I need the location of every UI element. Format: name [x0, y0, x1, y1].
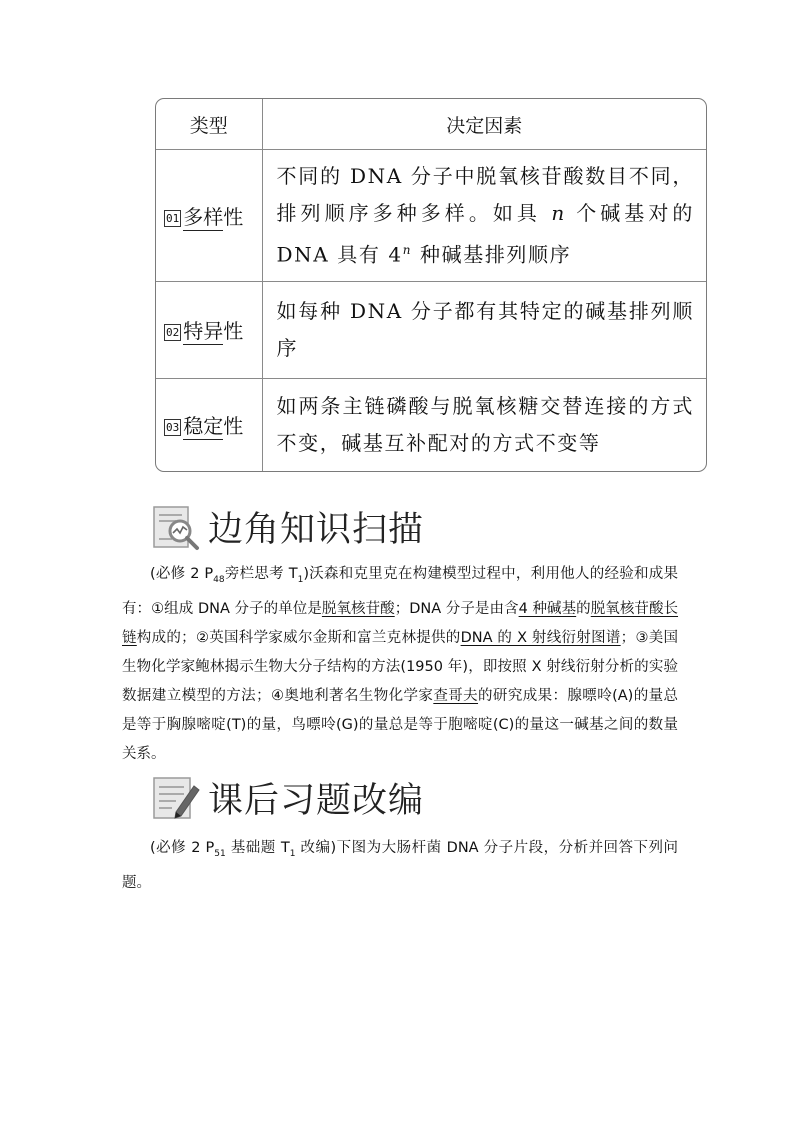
type-suffix: 性 — [223, 204, 244, 229]
answer-underline: 查哥夫 — [433, 687, 479, 704]
table-row — [156, 150, 706, 282]
answer-blank: 稳定 — [183, 410, 223, 440]
desc-cell: 如两条主链磷酸与脱氧核糖交替连接的方式不变，碱基互补配对的方式不变等 — [262, 379, 706, 472]
type-suffix: 性 — [223, 414, 244, 438]
type-suffix: 性 — [223, 319, 244, 343]
answer-underline: 脱氧核苷酸长链 — [122, 600, 679, 646]
answer-underline: 脱氧核苷酸 — [321, 600, 395, 617]
section-title: 课后习题改编 — [208, 781, 425, 821]
section-title: 边角知识扫描 — [208, 510, 425, 550]
answer-blank: 多样 — [183, 201, 223, 231]
answer-underline: DNA 的 X 射线衍射图谱 — [460, 629, 621, 646]
header-type: 类型 — [156, 99, 262, 150]
knowledge-paragraph: (必修 2 $P_{48}$旁栏思考 $T_1$)沃森和克里克在构建模型过程中，利用他人的经验和成果有：①组成 DNA 分子的单位是脱氧核苷酸；DNA 分子是由含4 种碱基的脱氧核苷酸长链构成的；②英国科学家威尔金斯和富兰克林提供的DNA 的 X 射线衍射图谱；③美国生物化学家鲍林揭示生物大分子结构的方法(1950 年)，即按照 X 射线衍射分析的实验数据建立模型的方法；④奥地利著名生物化学家查哥夫的研究成果：腺嘌呤(A)的量总是等于胸腺嘧啶(T)的量，鸟嘌呤(G)的量总是等于胞嘧啶(C)的量这一碱基之间的数量关系。 — [122, 566, 679, 762]
answer-blank: 特异 — [183, 315, 223, 345]
table-header-row — [156, 99, 706, 150]
number-box: 03 — [166, 421, 180, 434]
section-heading-exercise — [150, 770, 424, 826]
magnifier-chart-icon — [150, 501, 202, 553]
section-heading-knowledge — [150, 499, 424, 555]
type-cell — [156, 282, 262, 379]
number-box: 02 — [166, 326, 180, 339]
type-cell — [156, 150, 262, 282]
header-factor: 决定因素 — [262, 99, 706, 150]
table-row — [156, 282, 706, 379]
type-cell — [156, 379, 262, 472]
var-n: n — [551, 200, 566, 225]
number-box: 01 — [166, 211, 180, 225]
desc-cell: 不同的 DNA 分子中脱氧核苷酸数目不同，排列顺序多种多样。如具 n 个碱基对的 DNA 具有 4$^n$ 种碱基排列顺序 — [262, 150, 706, 282]
dna-property-table — [155, 98, 707, 472]
exercise-paragraph: (必修 2 $P_{51}$ 基础题 $T_1$ 改编)下图为大肠杆菌 DNA 分子片段，分析并回答下列问题。 — [122, 840, 678, 891]
notepad-pen-icon — [150, 772, 202, 824]
table-row — [156, 379, 706, 472]
answer-underline: 4 种碱基 — [518, 600, 577, 617]
desc-cell: 如每种 DNA 分子都有其特定的碱基排列顺序 — [262, 282, 706, 379]
